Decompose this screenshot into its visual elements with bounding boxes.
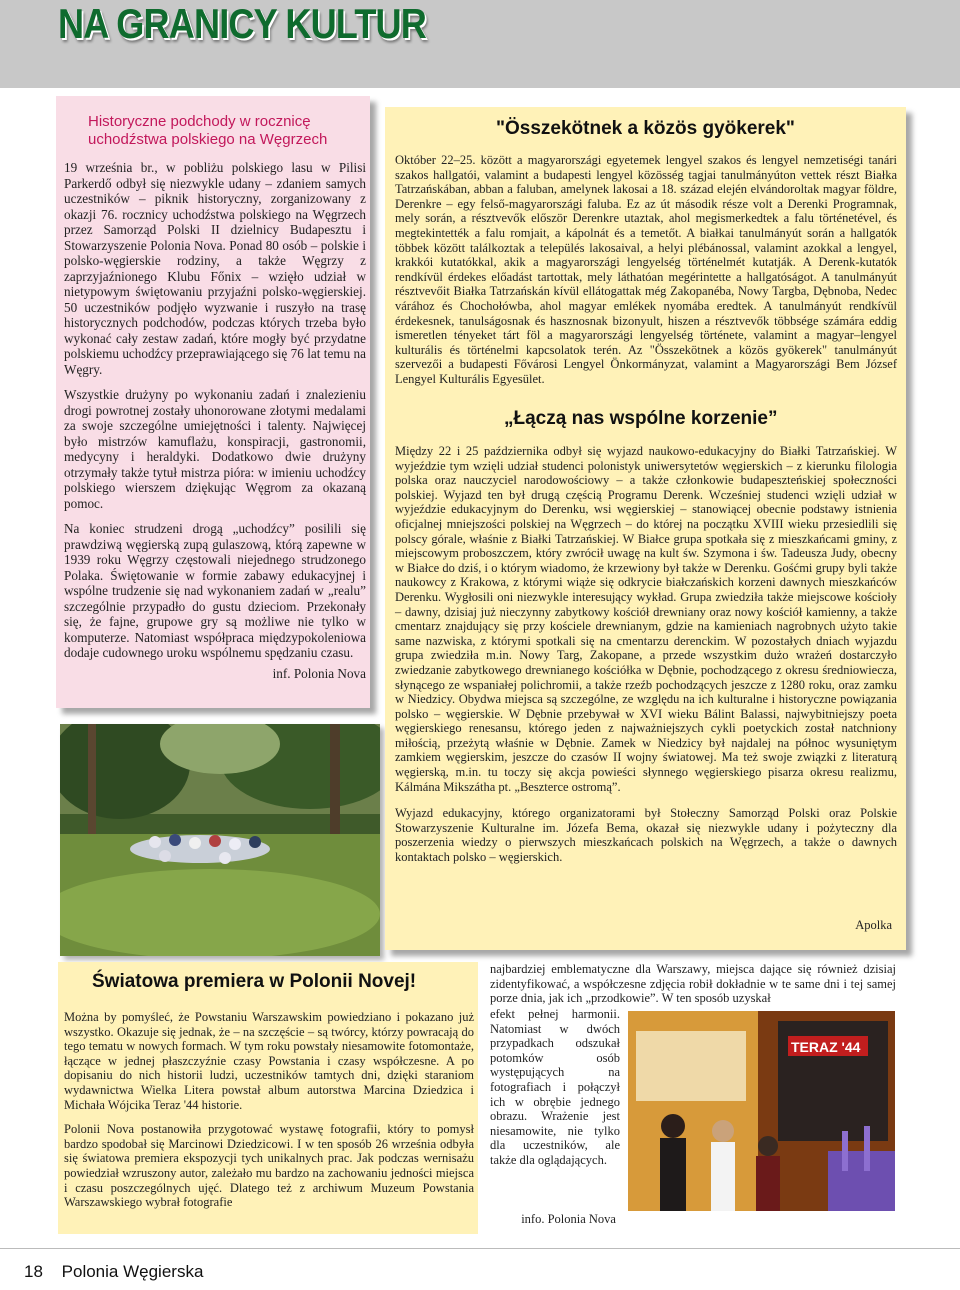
premiere-continuation-side: efekt pełnej harmonii. Natomiast w dwóch przypadkach odszukał potomków osób występujących na fotografiach i połączył ich w obrębie jednego obrazu. Wrażenie jest niesamowite, nie tylko dla uczestników, ale także dla oglądających. [490, 1007, 620, 1167]
premiere-continuation: najbardziej emblematyczne dla Warszawy, miejsca dające się również dzisiaj zidentyfikować, a współczesne zdjęcia robił dokładnie w te same dni i tej samej porze dnia, jak ich „przodkowie”. W ten sposób uzyskał [490, 962, 896, 1006]
article-title-podchody: Historyczne podchody w rocznicę uchodźstwa polskiego na Węgrzech [88, 113, 328, 148]
article-signature: info. Polonia Nova [521, 1212, 616, 1226]
article-body-polish [395, 444, 897, 877]
paragraph: Wyjazd edukacyjny, którego organizatorami był Stołeczny Samorząd Polski oraz Polskie Stowarzyszenie Kulturalne im. Józefa Bema, okazał się niezwykle udany i pożyteczny dla poszerzenia wiedzy o pierwszych mieszkańcach polskich na Węgrzech, a także o dawnych kontaktach polsko – węgierskich. [395, 806, 897, 865]
page-footer [24, 1262, 203, 1282]
article-title-polish: „Łączą nas wspólne korzenie” [504, 408, 778, 429]
paragraph: Można by pomyśleć, że Powstaniu Warszawskim powiedziano i pokazano już wszystko. Okazuje się jednak, że – na szczęście – są twórcy, którzy powracają do tego tematu w nowych formach. W tym roku powstały niesamowite fotomontaże, łączące w jednej płaszczyźnie czasy Powstania i czasy współczesne. A po dopisaniu do nich historii ludzi, uczestników tamtych dni, dzięki staraniom wydawnictwa Wielka Litera powstał album autorstwa Marcina Dziedzica i Michała Wójcika Teraz '44 historie. [64, 1010, 474, 1112]
page-section-title: NA GRANICY KULTUR [58, 0, 426, 47]
exhibition-photo [628, 1011, 895, 1211]
article-body-podchody [64, 160, 366, 671]
exhibition-sign: TERAZ '44 [791, 1039, 861, 1055]
magazine-name: Polonia Węgierska [61, 1262, 204, 1281]
paragraph: Na koniec strudzeni drogą „uchodźcy” posilili się prawdziwą węgierską zupą gulaszową, którą zapewne w 1939 roku Węgrzy częstowali niejednego strudzonego Polaka. Świętowanie w formie zabawy edukacyjnej i wspólne trudzenie się nad wykonaniem zadań w „realu” szczególnie przypadło do gustu dzieciom. Przekonały się, że fajne, grupowe gry są możliwe nie tylko w komputerze. Natomiast współpraca międzypokoleniowa dodaje cudownego uroku wspólnemu spędzaniu czasu. [64, 521, 366, 660]
article-body-hungarian: Október 22–25. között a magyarországi egyetemek lengyel szakos és lengyel nemzetiségi tanári szakos hallgatói, valamint a budapesti lengyel közösség tagjai tanulmányúton vettek részt Białka Tatrzańskában, abban a faluban, amelynek lakosai a 18. század elején elvándoroltak magyar földre, Derenkre – egy felső-magyarországi faluba. Ez az út második része volt a Derenki Programnak, mely során, a résztvevők először Derenkre utaztak, ahol megismerkedtek a falu történetével, és megtekintették a falu romjait, a kápolnát és a temetőt. A białkai tanulmányút során a hallgatók többek között találkoztak a település lakosaival, a helyi plébánossal, valamint azokkal a lengyel, krakkói kutatókkal, akik a magyarországi lengyelség történelmét kutatják. A Derenk-kutatók rendkívül érdekes előadást tartottak, mely láthatóan megérintette a hallgatóságot. A tanulmányút résztvevőit Białka Tatrzańskán kívül ellátogattak még Zakopanéba, Nowy Targba, Dębnoba, Nedec várához és Chochołówba, ahol magyar emlékek nyomába eredtek. A tanulmányút rendkívül érdekesnek, tanulságosnak és hasznosnak bizonyult, hiszen a résztvevők többsége számára eddig ismeretlen tényeket tárt föl a magyarországi lengyelség története, valamint a magyar–lengyel kulturális és történelmi kapcsolatok terén. Az "Összekötnek a közös gyökerek" tanulmányút szervezői a budapesti Fővárosi Lengyel Önkormányzat, valamint a Magyarországi Bem József Lengyel Kulturális Egyesület. [395, 153, 897, 386]
paragraph: 19 września br., w pobliżu polskiego lasu w Pilisi Parkerdő odbył się niezwykle udany – zdaniem samych uczestników – piknik historyczny, zorganizowany z okazji 76. rocznicy uchodźstwa polskiego na Węgrzech przez Samorząd Polski II dzielnicy Budapesztu i Stowarzyszenie Polonia Nova. Ponad 80 osób – polskie i polsko-węgierskie rodziny, a także Węgrzy z zaprzyjaźnionego Klubu Főnix – wzięło udział w nietypowym świętowaniu przyjaźni polsko-węgierskiej. 50 uczestników podjęło wyzwanie i ruszyło na trasę historycznych podchodów, podczas których trzeba było wykonać cały zestaw zadań, które mogły być przydatne polskiemu uchodźcy przeprawiającego się 76 lat temu na Węgry. [64, 160, 366, 377]
paragraph: Wszystkie drużyny po wykonaniu zadań i znalezieniu drogi powrotnej zostały uhonorowane złotymi medalami za swoje szczególne umiejętności i talenty. Najwięcej było mistrzów kamuflażu, konspiracji, gastronomii, medycyny i heraldyki. Dodatkowo dwie drużyny otrzymały także tytuł mistrza pióra: w imieniu uchodźcy polskiego wierszem dziękując Węgrom za okazaną pomoc. [64, 387, 366, 511]
paragraph: Między 22 i 25 października odbył się wyjazd naukowo-edukacyjny do Białki Tatrzańskiej. W wyjeździe tym wzięli udział studenci polonistyk uniwersytetów węgierskich – z kierunku filologia polska oraz nauczyciel narodowościowy – a także członkowie budapeszteńskiej społeczności polskiej. Wyjazd ten był drugą częścią Programu Derenk. Wcześniej studenci wzięli udział w wyjeździe edukacyjnym do Derenku, wsi węgierskiej – stanowiącej obecnie podstawy istnienia oficjalnej mniejszości polskiej na Węgrzech – do której na początku XVIII wieku przesiedlili się polscy górale, właśnie z Białki Tatrzańskiej. W Białce grupa spotkała się z mieszkańcami gminy, z miejscowym proboszczem, który zwrócił uwagę na kult św. Szymona i św. Tadeusza Judy, obecny w Białce do dziś, i o którym wiadomo, że krzewiony był także w Derenku. Gośćmi grupy byli także naukowcy z Krakowa, z którymi wiąże się odkrycie białczańskich korzeni dawnych mieszkańców Derenku. Wygłosili oni niezwykle interesujący wykład. Grupa zwiedziła także miejscowe kościoły – dawny, dzisiaj już nieczynny zabytkowy kościół drewniany oraz nowy kościół kamienny, a także cmentarz znajdujący się przy kościele drewnianym, gdzie na kamieniach nagrobnych użyto takie same nazwiska, z którymi spotkali się na cmentarzu derenckim. W pozostałych dniach wyjazdu grupa zwiedziła m.in. Nowy Targ, Zakopane, a przede wszystkim dużo wrażeń dostarczyło zwiedzanie zabytkowego drewnianego kościółka w Dębnie, pochodzącego z okresu średniowiecza, słynącego ze wspaniałej polichromii, a także rzeźb pochodzących jeszcze z 1280 roku, oraz zamku w Niedzicy. Obydwa miejsca są szczególne, ze względu na ich kulturalne i historyczne powiązania polsko – węgierskie. W Dębnie przebywał w XVI wieku Bálint Balassi, najwybitniejszy poeta węgierskiego renesansu, którego jeden z najważniejszych cykli poetyckich został natchniony miłością, przeżytą właśnie w Dębnie. Zamek w Niedzicy był najdalej na północ wysuniętym zamkiem węgierskim, jeszcze do czasów II wojny światowej. Ma też swoje związki z literaturą węgierską, m.in. tu toczy się akcja powieści słynnego węgierskiego pisarza okresu realizmu, Kálmána Mikszátha pt. „Beszterce ostromą”. [395, 444, 897, 794]
page-number: 18 [24, 1262, 43, 1281]
footer-divider [0, 1248, 960, 1249]
article-signature: inf. Polonia Nova [272, 666, 366, 681]
article-body-premiere [64, 1010, 474, 1220]
article-title-hungarian: "Összekötnek a közös gyökerek" [496, 118, 795, 139]
article-signature: Apolka [855, 918, 892, 932]
picnic-photo [60, 724, 380, 956]
paragraph: Polonii Nova postanowiła przygotować wystawę fotografii, który to pomysł bardzo spodobał się Marcinowi Dziedzicowi. I w ten sposób 26 września odbyła się światowa premiera ekspozycji tych unikalnych prac. Jak podczas wernisażu powiedział wzruszony autor, zależało mu bardzo na zachowaniu jedności miejsca i czasu poszczególnych ujęć. Dlatego też z archiwum Muzeum Powstania Warszawskiego wybrał fotografie [64, 1122, 474, 1210]
article-title-premiere: Światowa premiera w Polonii Novej! [92, 971, 417, 992]
